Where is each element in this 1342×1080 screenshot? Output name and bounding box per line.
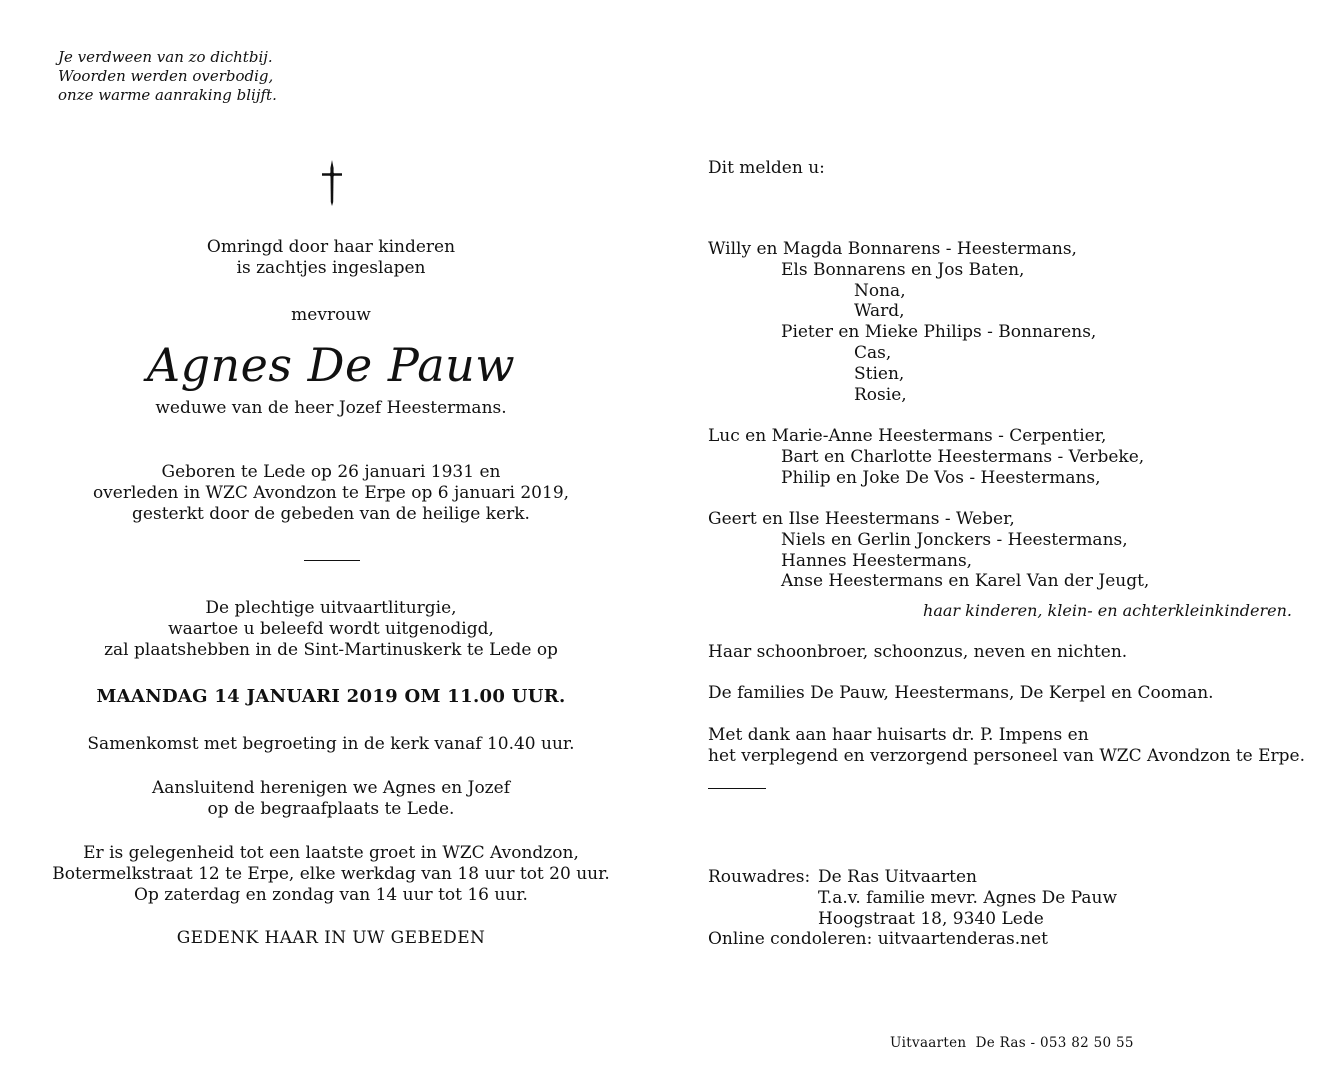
gathering-info: Samenkomst met begroeting in de kerk vanaf 10.40 uur. — [87, 734, 575, 754]
honorific: mevrouw — [291, 305, 371, 325]
cemetery-info: Aansluitend herenigen we Agnes en Jozef op de begraafplaats te Lede. — [152, 778, 510, 819]
family-member: Hannes Heestermans, — [781, 550, 973, 571]
widow-line: weduwe van de heer Jozef Heestermans. — [155, 398, 507, 418]
liturgy-info: De plechtige uitvaartliturgie, waartoe u beleefd wordt uitgenodigd, zal plaatshebben in de Sint-Martinuskerk te Lede op — [104, 598, 558, 660]
family-signature: haar kinderen, klein- en achterkleinkinderen. — [923, 601, 1292, 620]
family-member: Philip en Joke De Vos - Heestermans, — [781, 467, 1101, 488]
family-member: Willy en Magda Bonnarens - Heestermans, — [708, 239, 1077, 259]
family-group-3 — [708, 509, 1149, 592]
poem — [58, 48, 277, 105]
family-member: Niels en Gerlin Jonckers - Heestermans, — [781, 529, 1128, 550]
poem-line: onze warme aanraking blijft. — [58, 86, 277, 104]
family-member: Cas, — [854, 342, 892, 363]
family-member: Rosie, — [854, 384, 907, 405]
divider — [304, 560, 360, 561]
poem-line: Woorden werden overbodig, — [58, 67, 274, 85]
funeral-home-footer: Uitvaarten De Ras - 053 82 50 55 — [890, 1035, 1134, 1051]
family-member: Ward, — [854, 301, 905, 322]
cross-icon — [318, 158, 346, 208]
family-member: Pieter en Mieke Philips - Bonnarens, — [781, 322, 1097, 343]
address-label: Rouwadres: — [708, 867, 811, 887]
funeral-date: MAANDAG 14 JANUARI 2019 OM 11.00 UUR. — [96, 686, 566, 707]
family-member: Bart en Charlotte Heestermans - Verbeke, — [781, 446, 1145, 467]
family-member: Geert en Ilse Heestermans - Weber, — [708, 509, 1015, 529]
family-member: Els Bonnarens en Jos Baten, — [781, 259, 1025, 280]
visitation-info: Er is gelegenheid tot een laatste groet in WZC Avondzon, Botermelkstraat 12 te Erpe, elke werkdag van 18 uur tot 20 uur. Op zaterdag en zondag van 14 uur tot 16 uur. — [52, 843, 610, 905]
online-condolence: Online condoleren: uitvaartenderas.net — [708, 929, 1048, 949]
intro: Omringd door haar kinderen is zachtjes ingeslapen — [206, 237, 456, 278]
family-member: Anse Heestermans en Karel Van der Jeugt, — [781, 571, 1150, 592]
family-member: Stien, — [854, 363, 905, 384]
deceased-name: Agnes De Pauw — [146, 338, 516, 392]
poem-line: Je verdween van zo dichtbij. — [58, 48, 273, 66]
closing-line: GEDENK HAAR IN UW GEBEDEN — [176, 928, 486, 948]
birth-death-info: Geboren te Lede op 26 januari 1931 en overleden in WZC Avondzon te Erpe op 6 januari 2019, gesterkt door de gebeden van de heilige kerk. — [92, 462, 570, 524]
family-group-1 — [708, 239, 1096, 405]
family-member: Nona, — [854, 280, 906, 301]
families-line: De families De Pauw, Heestermans, De Kerpel en Cooman. — [708, 683, 1214, 703]
family-group-2 — [708, 426, 1144, 488]
mourning-address: De Ras Uitvaarten T.a.v. familie mevr. Agnes De Pauw Hoogstraat 18, 9340 Lede — [818, 867, 1118, 929]
family-member: Luc en Marie-Anne Heestermans - Cerpentier, — [708, 426, 1107, 446]
thanks-note: Met dank aan haar huisarts dr. P. Impens en het verplegend en verzorgend personeel van WZC Avondzon te Erpe. — [708, 725, 1306, 766]
announcement-heading: Dit melden u: — [708, 158, 825, 178]
divider — [708, 788, 766, 789]
inlaws-line: Haar schoonbroer, schoonzus, neven en nichten. — [708, 642, 1128, 662]
